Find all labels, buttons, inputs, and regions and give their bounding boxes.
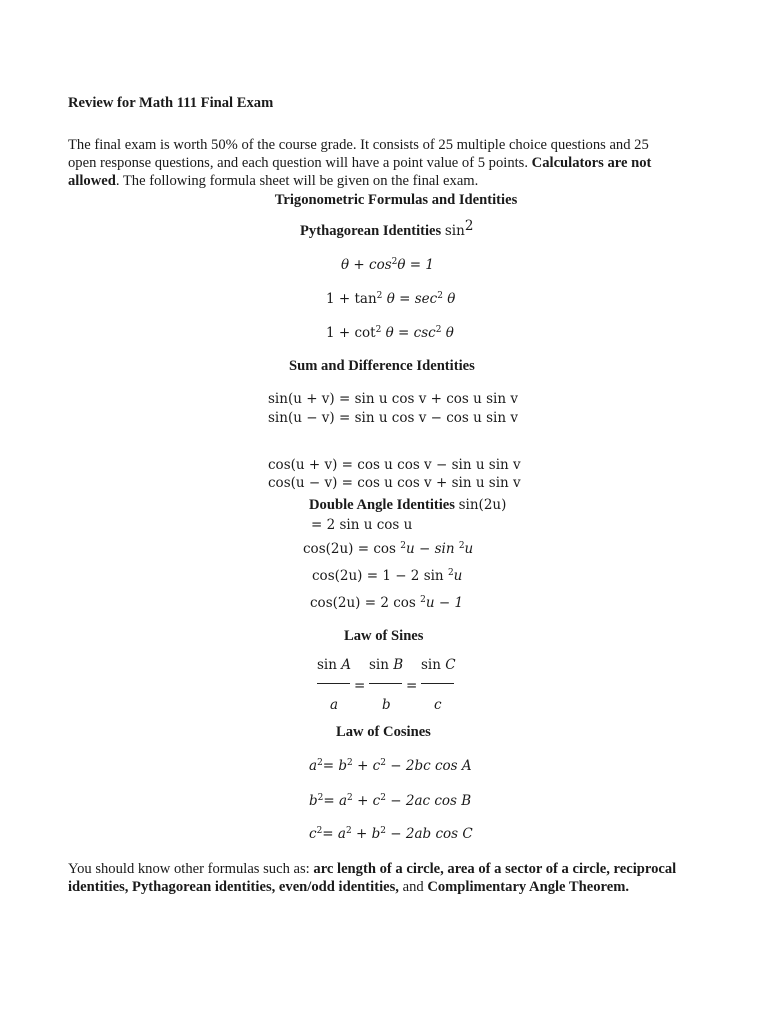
double-angle-heading-sin2u: sin(2u): [458, 497, 507, 513]
intro-text: . The following formula sheet will be given on the final exam.: [115, 173, 479, 189]
math-text: + c: [357, 793, 381, 809]
superscript: 2: [376, 291, 383, 301]
math-text: cos(2u) = cos: [303, 541, 401, 557]
fraction-bar: [317, 683, 350, 684]
closing-paragraph: [68, 860, 708, 896]
law-of-sines-heading: Law of Sines: [344, 628, 424, 644]
superscript: 2: [437, 291, 443, 301]
cos-sum-identity: cos(u + v) = cos u cos v − sin u sin v: [268, 457, 521, 473]
superscript: 2: [458, 541, 465, 551]
math-text: b: [309, 793, 318, 809]
law-sines-denominator-c: c: [434, 697, 442, 713]
double-angle-heading-text: Double Angle Identities: [309, 497, 455, 513]
superscript: 2: [347, 758, 353, 768]
sin-sum-identity: sin(u + v) = sin u cos v + cos u sin v: [268, 391, 518, 407]
superscript: 2: [380, 758, 386, 768]
math-text: u: [464, 541, 474, 557]
math-text: a: [309, 758, 318, 774]
math-text: c: [309, 826, 317, 842]
math-text: 1 + cot: [326, 325, 376, 341]
intro-bold-calculators: Calculators are not: [531, 155, 652, 171]
closing-bold-text: Complimentary Angle Theorem.: [427, 879, 630, 895]
intro-line-2: [68, 154, 708, 172]
math-text: = b: [322, 758, 348, 774]
superscript: 2: [400, 541, 406, 551]
math-text: θ = sec: [386, 291, 438, 307]
math-text: − 2ac cos B: [390, 793, 472, 809]
equals-sign: =: [406, 678, 418, 694]
double-angle-line-3: [312, 568, 462, 584]
superscript: 2: [316, 826, 323, 836]
intro-bold-allowed: allowed: [68, 173, 116, 189]
superscript: 2: [464, 218, 474, 234]
fraction-bar: [421, 683, 454, 684]
fraction-bar: [369, 683, 402, 684]
superscript: 2: [435, 325, 442, 335]
law-sines-numerator-b: sin B: [369, 657, 404, 673]
law-cosines-line-1: [309, 758, 472, 774]
law-of-cosines-heading: Law of Cosines: [336, 724, 431, 740]
math-text: 1 + tan: [326, 291, 377, 307]
superscript: 2: [447, 568, 454, 578]
math-text: u − 1: [425, 595, 464, 611]
math-text: − 2ab cos C: [390, 826, 473, 842]
closing-line-1: [68, 860, 708, 878]
math-text: θ = 1: [397, 257, 434, 273]
law-cosines-line-2: [309, 793, 471, 809]
math-text: θ = csc: [385, 325, 436, 341]
intro-line-1: The final exam is worth 50% of the course grade. It consists of 25 multiple choice questions and 25: [68, 137, 649, 153]
formula-sheet-title: Trigonometric Formulas and Identities: [274, 192, 518, 208]
superscript: 2: [345, 826, 352, 836]
pythagorean-heading: [300, 218, 474, 240]
superscript: 2: [391, 257, 398, 267]
law-sines-numerator-a: sin A: [317, 657, 351, 673]
law-sines-denominator-a: a: [330, 697, 339, 713]
double-angle-line-2: [303, 541, 473, 557]
math-text: θ: [447, 291, 456, 307]
intro-text: open response questions, and each question will have a point value of 5 points.: [68, 155, 532, 171]
pythagorean-line-1: [341, 257, 434, 273]
pythagorean-line-3: [326, 325, 454, 341]
equals-sign: =: [354, 678, 366, 694]
superscript: 2: [380, 793, 386, 803]
double-angle-line-1: = 2 sin u cos u: [311, 517, 413, 533]
page-title: Review for Math 111 Final Exam: [68, 95, 274, 111]
double-angle-heading: [309, 497, 506, 514]
law-cosines-line-3: [309, 826, 473, 842]
math-text: + b: [355, 826, 381, 842]
intro-paragraph: [68, 136, 708, 190]
closing-bold-text: arc length of a circle, area of a sector of a circle, reciprocal: [313, 861, 677, 877]
math-text: + c: [357, 758, 381, 774]
superscript: 2: [347, 793, 353, 803]
double-angle-line-4: [310, 595, 463, 611]
math-text: u − sin: [405, 541, 459, 557]
cos-difference-identity: cos(u − v) = cos u cos v + sin u sin v: [268, 475, 521, 491]
math-text: = a: [323, 793, 348, 809]
superscript: 2: [375, 325, 382, 335]
pythagorean-heading-text: Pythagorean Identities: [300, 223, 442, 239]
pythagorean-line-2: [326, 291, 455, 307]
math-text: cos(2u) = 2 cos: [310, 595, 421, 611]
superscript: 2: [380, 826, 386, 836]
closing-text: You should know other formulas such as:: [68, 861, 314, 877]
superscript: 2: [317, 758, 323, 768]
superscript: 2: [420, 595, 426, 605]
closing-bold-text: identities, Pythagorean identities, even/odd identities,: [68, 879, 399, 895]
sum-difference-heading: Sum and Difference Identities: [289, 358, 475, 374]
law-sines-denominator-b: b: [382, 697, 391, 713]
math-text: = a: [322, 826, 346, 842]
math-text: θ + cos: [341, 257, 392, 273]
closing-line-2: [68, 878, 708, 896]
math-text: θ: [445, 325, 454, 341]
law-sines-numerator-c: sin C: [421, 657, 456, 673]
sin-difference-identity: sin(u − v) = sin u cos v − cos u sin v: [268, 410, 518, 426]
math-text: cos(2u) = 1 − 2 sin: [312, 568, 448, 584]
pythagorean-heading-sin: sin: [444, 223, 465, 239]
intro-line-3: [68, 172, 708, 190]
superscript: 2: [317, 793, 324, 803]
closing-text: and: [398, 879, 428, 895]
math-text: − 2bc cos A: [390, 758, 472, 774]
math-text: u: [453, 568, 463, 584]
